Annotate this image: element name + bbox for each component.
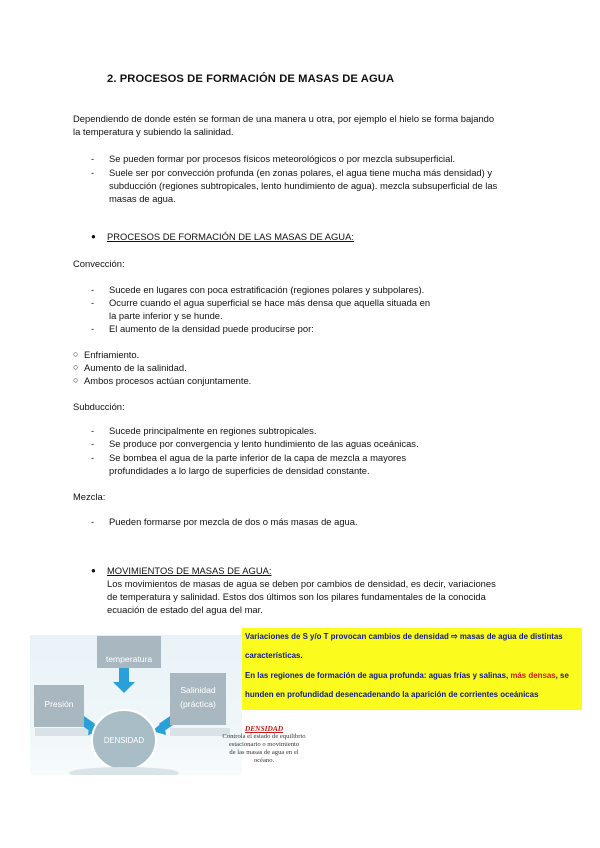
dash-bullet: - (91, 452, 95, 463)
bullet-dot: ● (91, 566, 96, 575)
highlight-line-1: Variaciones de S y/o T provocan cambios de densidad ⇨ masas de agua de distintas (245, 631, 563, 641)
dash-bullet: - (91, 284, 95, 295)
temperatura-label: temperatura (105, 654, 153, 664)
list-item: El aumento de la densidad puede producirse por: (109, 323, 314, 334)
arrow-down-icon (119, 668, 129, 682)
list-item-cont: masas de agua. (109, 193, 176, 204)
highlight-red-text: más densas (510, 670, 556, 680)
circle-bullet: ○ (73, 349, 79, 359)
section-title: 2. PROCESOS DE FORMACIÓN DE MASAS DE AGUA (107, 73, 395, 85)
sub-item: Ambos procesos actúan conjuntamente. (84, 375, 252, 386)
densidad-label: DENSIDAD (103, 736, 145, 745)
densidad-note-line: de las masas de agua en el (229, 749, 299, 756)
highlight-box (242, 628, 582, 710)
highlight-line-3-end: , se (555, 670, 569, 680)
subduccion-label: Subducción: (73, 401, 125, 412)
conveccion-label: Convección: (73, 258, 125, 269)
dash-bullet: - (91, 167, 95, 178)
salinidad-sub-label: (práctica) (180, 699, 216, 709)
density-diagram (30, 635, 242, 775)
dash-bullet: - (91, 516, 95, 527)
intro-line-1: Dependiendo de donde estén se forman de una manera u otra, por ejemplo el hielo se forma bajando (73, 113, 495, 124)
list-item: Se produce por convergencia y lento hundimiento de las aguas oceánicas. (109, 438, 419, 449)
highlight-line-4: hunden en profundidad desencadenando la aparición de corrientes oceánicas (245, 689, 539, 699)
heading-procesos: PROCESOS DE FORMACIÓN DE LAS MASAS DE AGUA: (107, 231, 354, 242)
list-item: Suele ser por convección profunda (en zonas polares, el agua tiene mucha más densidad) y (109, 167, 493, 178)
highlight-line-3-text: En las regiones de formación de agua profunda: aguas frías y salinas, (245, 670, 509, 680)
list-item-cont: subducción (regiones subtropicales, lento hundimiento de agua). mezcla subsuperficial de las (109, 180, 498, 191)
list-item: Se bombea el agua de la parte inferior de la capa de mezcla a mayores (109, 452, 407, 463)
mezcla-label: Mezcla: (73, 491, 106, 502)
dash-bullet: - (91, 323, 95, 334)
movimientos-line-2: de temperatura y salinidad. Estos dos últimos son los pilares fundamentales de la conocida (107, 591, 486, 602)
heading-movimientos: MOVIMIENTOS DE MASAS DE AGUA: (107, 565, 272, 576)
list-item: Sucede principalmente en regiones subtropicales. (109, 425, 317, 436)
sub-item: Aumento de la salinidad. (84, 362, 187, 373)
densidad-note-line: estacionario o movimiento (228, 741, 300, 748)
dash-bullet: - (91, 425, 95, 436)
list-item: Se pueden formar por procesos físicos meteorológicos o por mezcla subsuperficial. (109, 153, 456, 164)
sub-item: Enfriamiento. (84, 349, 140, 360)
highlight-line-3 (245, 670, 569, 680)
arrow-down-icon (113, 682, 135, 693)
list-item: Ocurre cuando el agua superficial se hace más densa que aquella situada en (109, 297, 431, 308)
salinidad-box (170, 673, 226, 725)
circle-bullet: ○ (73, 362, 79, 372)
bullet-dot: ● (91, 232, 96, 241)
movimientos-line-1: Los movimientos de masas de agua se deben por cambios de densidad, es decir, variaciones (107, 578, 496, 589)
dash-bullet: - (91, 438, 95, 449)
dash-bullet: - (91, 297, 95, 308)
movimientos-line-3: ecuación de estado del agua del mar. (107, 604, 263, 615)
densidad-note-line: Controla el estado de equilibrio (222, 733, 306, 740)
densidad-note-title: DENSIDAD (244, 724, 284, 733)
list-item-cont: profundidades a lo largo de superficies de densidad constante. (109, 465, 370, 476)
list-item-cont: la parte inferior y se hunde. (109, 310, 223, 321)
presion-box (34, 685, 84, 727)
salinidad-label: Salinidad (180, 685, 216, 695)
list-item: Sucede en lugares con poca estratificación (regiones polares y subpolares). (109, 284, 425, 295)
intro-line-2: la temperatura y subiendo la salinidad. (73, 126, 234, 137)
highlight-line-2: características. (245, 650, 303, 660)
densidad-note (218, 724, 310, 765)
dash-bullet: - (91, 153, 95, 164)
list-item: Pueden formarse por mezcla de dos o más masas de agua. (109, 516, 358, 527)
circle-bullet: ○ (73, 375, 79, 385)
presion-label: Presión (44, 699, 74, 709)
temperatura-box (97, 636, 161, 668)
densidad-note-line: océano. (253, 757, 275, 764)
